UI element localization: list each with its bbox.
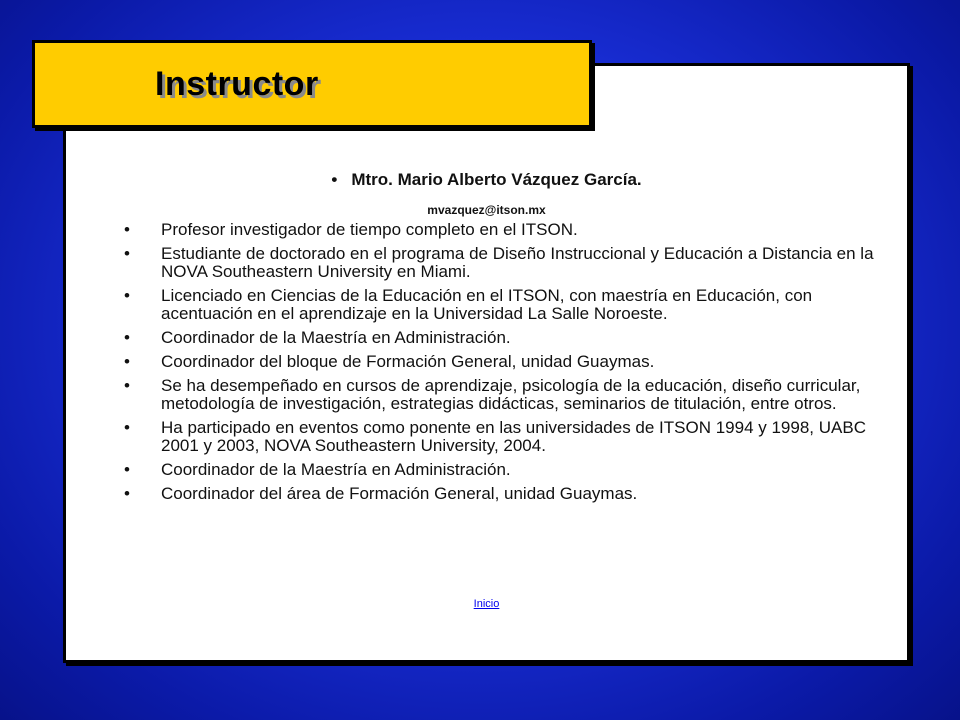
bio-item: • Ha participado en eventos como ponente en las universidades de ITSON 1994 y 1998, UABC 2001 y 2003, NOVA Southeastern University, 2004. [124, 419, 884, 455]
bio-item: • Coordinador de la Maestría en Administración. [124, 329, 884, 347]
slide-body [66, 66, 907, 660]
bio-list [124, 221, 884, 509]
bio-item: • Coordinador del bloque de Formación General, unidad Guaymas. [124, 353, 884, 371]
bio-item: • Licenciado en Ciencias de la Educación en el ITSON, con maestría en Educación, con acentuación en el aprendizaje en la Universidad La Salle Noroeste. [124, 287, 884, 323]
bio-item: • Coordinador de la Maestría en Administración. [124, 461, 884, 479]
home-link[interactable]: Inicio [473, 598, 500, 610]
bio-item: • Profesor investigador de tiempo completo en el ITSON. [124, 221, 884, 239]
bio-item: • Estudiante de doctorado en el programa de Diseño Instruccional y Educación a Distancia en la NOVA Southeastern University en Miami. [124, 245, 884, 281]
bio-item: • Se ha desempeñado en cursos de aprendizaje, psicología de la educación, diseño curricular, metodología de investigación, estrategias didácticas, seminarios de titulación, entre otros. [124, 377, 884, 413]
instructor-name-text: Mtro. Mario Alberto Vázquez García. [351, 170, 642, 189]
bullet-glyph: • [331, 170, 338, 189]
title-banner [32, 40, 592, 128]
bio-item: • Coordinador del área de Formación General, unidad Guaymas. [124, 485, 884, 503]
slide-title: Instructor [155, 65, 319, 103]
slide-content-panel [63, 63, 910, 663]
instructor-email: mvazquez@itson.mx [427, 203, 546, 217]
instructor-name [66, 170, 907, 190]
